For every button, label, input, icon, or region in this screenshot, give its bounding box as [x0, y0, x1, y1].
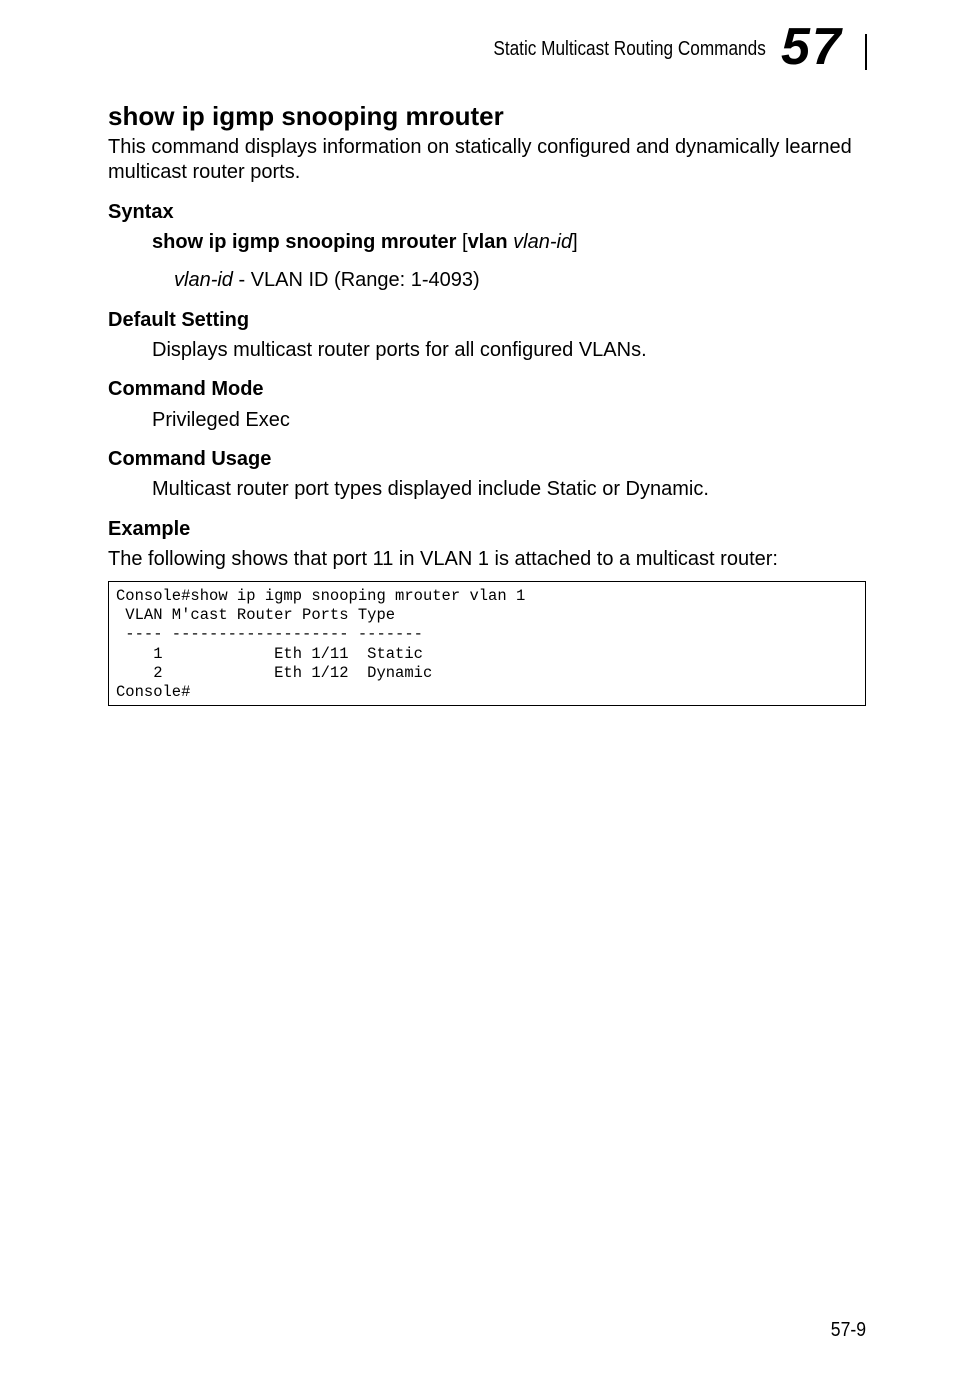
code-line: Console# [116, 683, 191, 702]
default-setting-text: Displays multicast router ports for all configured VLANs. [152, 339, 647, 361]
default-setting-heading: Default Setting [108, 309, 250, 331]
chapter-number: 57 [781, 18, 843, 76]
syntax-keyword: vlan [467, 231, 508, 253]
parameter-name: vlan-id [174, 269, 233, 291]
code-line: VLAN M'cast Router Ports Type [116, 606, 396, 625]
syntax-open-bracket: [ [462, 231, 468, 253]
example-text: The following shows that port 11 in VLAN 1 is attached to a multicast router: [108, 548, 778, 570]
code-example-box [108, 581, 866, 706]
code-block [116, 587, 525, 702]
syntax-close-bracket: ] [572, 231, 578, 253]
code-line: 1 Eth 1/11 Static [116, 644, 423, 663]
intro-paragraph: This command displays information on statically configured and dynamically learned multicast router ports. [108, 136, 852, 183]
page-title: show ip igmp snooping mrouter [108, 101, 504, 131]
page-number: 57-9 [830, 1319, 866, 1341]
chapter-divider [865, 34, 867, 70]
running-header-title: Static Multicast Routing Commands [493, 38, 766, 60]
syntax-line [152, 231, 578, 254]
code-line: 2 Eth 1/12 Dynamic [116, 663, 433, 682]
code-line: Console#show ip igmp snooping mrouter vlan 1 [116, 587, 526, 605]
command-usage-text: Multicast router port types displayed include Static or Dynamic. [152, 478, 709, 500]
command-usage-heading: Command Usage [108, 448, 272, 470]
parameter-description: - VLAN ID (Range: 1-4093) [232, 269, 480, 291]
parameter-line [174, 269, 480, 292]
syntax-command: show ip igmp snooping mrouter [152, 231, 457, 253]
example-heading: Example [108, 518, 191, 540]
command-mode-heading: Command Mode [108, 378, 264, 400]
command-mode-text: Privileged Exec [152, 409, 290, 431]
code-line: ---- ------------------- ------- [116, 625, 423, 644]
syntax-heading: Syntax [108, 201, 174, 223]
syntax-argument: vlan-id [513, 231, 573, 253]
